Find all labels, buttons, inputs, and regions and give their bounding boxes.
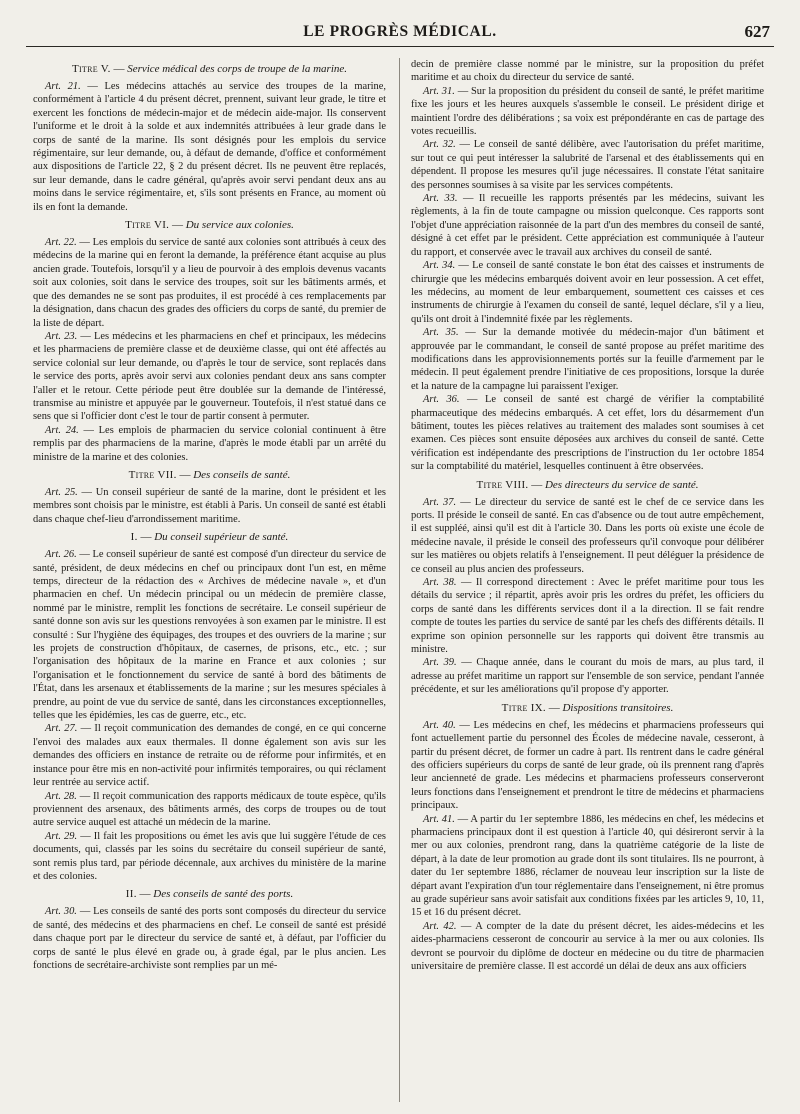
section-heading xyxy=(411,702,764,715)
article-text: — Il recueille les rapports présentés par les médecins, suivant les règlements, à la fin de toute campagne ou mission quelconque. Ces rapports sont l'objet d'une appréciation raisonnée de la part d'un des membres du conseil de santé, désigné à cet effet par le président. Cette appréciation est communiquée à l'auteur du rapport, et conservée avec le travail aux archives du conseil de santé. xyxy=(411,193,764,258)
article-number: Art. 24. xyxy=(45,424,79,436)
section-number: Titre VII. xyxy=(128,468,177,481)
page-number: 627 xyxy=(744,22,770,41)
article-number: Art. 35. xyxy=(423,327,459,339)
section-number: Titre VI. xyxy=(125,219,170,232)
heading-dash: — xyxy=(528,478,545,491)
heading-dash: — xyxy=(137,531,155,544)
article-text: — Les médecins attachés au service des troupes de la marine, conformément à l'article 4 du présent décret, prennent, suivant leur grade, le titre et exercent les fonctions de médecin-major et de médecin aide-major. Ils conservent l'uniforme et le droit à la solde et aux indemnités attribuées à leur grade dans le corps de santé de la marine. Ils sont désignés pour les emplois du service régimentaire, sur leur demande, ou, à défaut de demande, d'office et conformément aux dispositions de l'article 22, § 2 du présent décret. Ils ne peuvent être replacés, sur leur demande, dans le cadre général, qu'après avoir servi pendant deux ans au moins dans le service régimentaire, et, s'ils sont présents en France, au moment où ils en font la demande. xyxy=(33,81,386,213)
section-heading xyxy=(33,63,386,76)
article-number: Art. 37. xyxy=(423,496,457,508)
page-header xyxy=(26,22,774,47)
article-text: — Le conseil de santé délibère, avec l'autorisation du préfet maritime, sur tout ce qui peut intéresser la salubrité de l'arsenal et des établissements qui en dépendent. Il propose les mesures qu'il juge nécessaires. Il constate l'état sanitaire des personnes soumises à sa visite par les services compétents. xyxy=(411,139,764,191)
article-number: Art. 27. xyxy=(45,723,78,735)
article-paragraph xyxy=(33,790,386,830)
heading-dash: — xyxy=(169,219,186,232)
article-paragraph xyxy=(33,905,386,972)
article-text: — Les médecins en chef, les médecins et pharmaciens professeurs qui font actuellement partie du personnel des Écoles de médecine navale, cesseront, à partir du présent décret, de former un cadre à part. Ils rentrent dans le cadre général des officiers supérieurs du corps de santé de leur grade, où ils prennent rang d'après leur ancienneté de grade. Les médecins et pharmaciens professeurs conserveront leurs fonctions dans l'enseignement et prendront le titre de médecins et pharmaciens principaux. xyxy=(411,719,764,812)
article-text: — Il reçoit communication des rapports médicaux de toute espèce, qu'ils proviennent des arsenaux, des bâtiments armés, des corps de troupes ou de tout autre service auquel est attaché un médecin de la marine. xyxy=(33,790,386,829)
article-text: decin de première classe nommé par le ministre, sur la proposition du préfet maritime et au choix du directeur du service de santé. xyxy=(411,59,764,84)
article-text: — Le conseil supérieur de santé est composé d'un directeur du service de santé, président, de deux médecins en chef ou principaux dont l'un est, en même temps, directeur de la rédaction des « Archives de médecine navale », et d'un pharmacien en chef. Un médecin principal ou un médecin de première classe, nommé par le ministre, remplit les fonctions de secrétaire. Le conseil supérieur de santé donne son avis sur les questions renvoyées à son examen par le ministre. Il est consulté : Sur l'hygiène des équipages, des troupes et des ouvriers de la marine ; sur les projets de construction d'hôpitaux, de casernes, de prisons, etc., etc. ; sur l'organisation des hôpitaux de la marine en France et aux colonies ; sur l'organisation et le fonctionnement du service de santé à bord des bâtiments de l'État, dans les arsenaux et établissements de la marine ; sur les mesures spéciales à prendre, au point de vue du service de santé, dans les circonstances exceptionnelles, telles que les épidémies, les cas de guerre, etc., etc. xyxy=(33,549,386,722)
article-paragraph xyxy=(411,656,764,696)
section-title: Des directeurs du service de santé. xyxy=(544,478,699,491)
heading-dash: — xyxy=(545,701,563,714)
section-title: Service médical des corps de troupe de la marine. xyxy=(127,63,348,75)
article-text: — Le conseil de santé est chargé de vérifier la comptabilité pharmaceutique des médecins embarqués. A cet effet, lors du désarmement d'un bâtiment, toutes les pièces relatives au traitement des malades sont soumises à cet examen. Ces pièces sont ensuite déposées aux archives du conseil de santé. Cette vérification est indépendante des prescriptions de l'instruction du 1er octobre 1854 sur la comptabilité du matériel, lesquelles continuent à être observées. xyxy=(411,394,764,473)
article-text: — Il correspond directement : Avec le préfet maritime pour tous les détails du service ; il répartit, après avoir pris les ordres du préfet, les officiers du corps de santé dans les différents services dont il a la direction. Il se fait rendre compte de toutes les parties du service de santé par les chefs des différents détails. Il exprime son opinion personnelle sur les rapports qui doivent être transmis au ministre. xyxy=(411,577,764,656)
article-paragraph xyxy=(411,393,764,473)
section-title: Du service aux colonies. xyxy=(185,219,294,232)
section-title: Du conseil supérieur de santé. xyxy=(154,531,289,544)
section-number: Titre IX. xyxy=(501,701,546,714)
article-number: Art. 40. xyxy=(423,719,456,731)
right-column xyxy=(411,58,764,1102)
article-paragraph xyxy=(33,722,386,789)
section-heading xyxy=(33,219,386,232)
article-paragraph xyxy=(33,548,386,722)
running-title: LE PROGRÈS MÉDICAL. xyxy=(303,23,497,40)
section-number: II. xyxy=(125,888,137,901)
article-number: Art. 39. xyxy=(423,657,457,669)
article-text: — Les emplois de pharmacien du service colonial continuent à être remplis par des pharmaciens de la marine, d'après le mode établi par un arrêté du ministre de la marine et des colonies. xyxy=(33,424,386,463)
article-paragraph xyxy=(33,486,386,526)
article-text: — Chaque année, dans le courant du mois de mars, au plus tard, il adresse au préfet maritime un rapport sur l'ensemble de son service, pendant l'année précédente, et sur les améliorations qu'il propose d'y apporter. xyxy=(411,657,764,696)
article-text: — Les emplois du service de santé aux colonies sont attribués à ceux des médecins de la marine qui en feront la demande, la préférence étant acquise au plus ancien grade. Toutefois, lorsqu'il y a lieu de pourvoir à des emplois devenus vacants soit aux colonies, soit dans le service des troupes, soit sur les bâtiments armés, et que des demandes ne se sont pas produites, il est procédé à ces remplacements par la désignation, dans chacun des grades des officiers du corps de santé, du premier de la liste de départ. xyxy=(33,237,386,329)
article-paragraph xyxy=(411,576,764,656)
article-text: — Sur la demande motivée du médecin-major d'un bâtiment et approuvée par le commandant, le conseil de santé propose au préfet maritime des modifications dans les approvisionnements portés sur la feuille d'armement par le médecin. Il peut également prendre l'initiative de ces propositions, lorsque la durée et la nature de la campagne lui paraissent l'exiger. xyxy=(411,327,764,392)
article-number: Art. 25. xyxy=(45,486,78,498)
article-number: Art. 32. xyxy=(423,139,456,151)
article-number: Art. 33. xyxy=(423,193,458,205)
article-text: — A compter de la date du présent décret, les aides-médecins et les aides-pharmaciens cesseront de concourir au service à la mer ou aux colonies. Ils devront se pourvoir du diplôme de docteur en médecine ou du titre de pharmacien universitaire de première classe. Il est accordé un délai de deux ans aux officiers xyxy=(411,920,764,972)
article-paragraph xyxy=(411,138,764,192)
section-title: Des conseils de santé des ports. xyxy=(153,888,294,901)
article-number: Art. 41. xyxy=(423,813,455,825)
heading-dash: — xyxy=(176,468,194,481)
heading-dash: — xyxy=(110,63,128,75)
article-number: Art. 26. xyxy=(45,549,77,561)
section-heading xyxy=(33,531,386,544)
article-number: Art. 23. xyxy=(45,330,78,342)
article-number: Art. 36. xyxy=(423,394,460,406)
section-title: Dispositions transitoires. xyxy=(562,701,674,714)
article-text: — Le conseil de santé constate le bon état des caisses et instruments de chirurgie que les médecins embarqués doivent avoir en leur possession. A cet effet, les médecins, au moment de leur embarquement, soumettent ces caisses et ces instruments de chirurgie à l'examen du conseil de santé, lequel déclare, s'il y a lieu, qu'ils ont droit à l'indemnité fixée par les règlements. xyxy=(411,260,764,325)
section-number: I. xyxy=(130,531,138,544)
article-paragraph xyxy=(33,236,386,330)
heading-dash: — xyxy=(136,888,154,901)
section-heading xyxy=(411,479,764,492)
article-paragraph xyxy=(33,330,386,424)
article-number: Art. 42. xyxy=(423,920,457,932)
section-number: Titre V. xyxy=(71,63,111,75)
article-text: — Les médecins et les pharmaciens en chef et principaux, les médecins et les pharmaciens de première classe et de deuxième classe, qui ont été affectés au service colonial sur leur demande, ou d'après le tour de service, sont replacés dans le service des ports, après avoir servi aux colonies pendant deux ans sans compter l'aller et le retour. Cette période peut être doublée sur la demande de l'intéressé, transmise au ministre et appuyée par le gouverneur. Toutefois, il n'est statué dans ce sens que si l'officier dont c'est le tour de partir consent à permuter. xyxy=(33,330,386,423)
article-paragraph xyxy=(411,259,764,326)
section-heading xyxy=(33,888,386,901)
article-text: — Les conseils de santé des ports sont composés du directeur du service de santé, des médecins et des pharmaciens en chef. Le conseil de santé est présidé dans chaque port par le directeur du service de santé et, à défaut, par l'officier du corps de santé le plus élevé en grade ou, à grade égal, par le plus ancien. Les fonctions de secrétaire-archiviste sont remplies par un mé- xyxy=(33,906,386,971)
column-divider xyxy=(399,58,400,1102)
article-text: — Il reçoit communication des demandes de congé, en ce qui concerne l'envoi des malades aux eaux thermales. Il donne également son avis sur les demandes des officiers en instance de retraite ou de réforme pour infirmités, et en instance pour être mis en non-activité pour infirmités temporaires, ou qui réclament leur rentrée au service actif. xyxy=(33,723,386,789)
article-paragraph xyxy=(411,326,764,393)
article-number: Art. 29. xyxy=(45,830,78,842)
section-heading xyxy=(33,469,386,482)
article-paragraph xyxy=(411,813,764,920)
article-paragraph xyxy=(33,424,386,464)
section-number: Titre VIII. xyxy=(476,478,529,491)
article-text: — Un conseil supérieur de santé de la marine, dont le président et les membres sont choisis par le ministre, est établi à Paris. Un conseil de santé est établi dans chaque chef-lieu d'arrondissement maritime. xyxy=(33,486,386,525)
article-text: — Le directeur du service de santé est le chef de ce service dans les ports. Il préside le conseil de santé. En cas d'absence ou de tout autre empêchement, il est suppléé, ainsi qu'il est dit à l'article 30. Dans les ports où existe une école de médecine navale, il préside le conseil des professeurs qu'il convoque pour délibérer sur les matières ou objets relatifs à l'enseignement. Il peut déléguer la présidence de ce conseil au plus ancien des professeurs. xyxy=(411,496,764,575)
article-text: — A partir du 1er septembre 1886, les médecins en chef, les médecins et pharmaciens principaux dont il est question à l'article 40, qui désireront servir à la mer ou aux colonies, prendront rang, dans la quatrième catégorie de la liste de départ, à la date de leur promotion au grade dont ils sont titulaires. Ils ne pourront, à dater du 1er septembre 1886, réclamer de nouveau leur inscription sur la liste de départ avant l'expiration d'un tour réglementaire dans l'enseignement, ni être promus au grade supérieur sans avoir satisfait aux conditions fixées par les articles 9, 10, 11, 15 et 16 du présent décret. xyxy=(411,813,764,919)
section-title: Des conseils de santé. xyxy=(193,468,291,481)
article-number: Art. 21. xyxy=(45,81,81,92)
article-number: Art. 38. xyxy=(423,577,457,589)
article-number: Art. 34. xyxy=(423,260,456,272)
article-paragraph xyxy=(411,58,764,85)
article-paragraph xyxy=(411,719,764,813)
article-number: Art. 28. xyxy=(45,790,77,802)
article-number: Art. 31. xyxy=(423,85,455,97)
article-paragraph xyxy=(411,920,764,974)
article-paragraph xyxy=(411,85,764,139)
article-paragraph xyxy=(411,192,764,259)
article-number: Art. 22. xyxy=(45,237,77,249)
article-text: — Il fait les propositions ou émet les avis que lui suggère l'étude de ces documents, qui, classés par les soins du secrétaire du conseil supérieur de santé, sont remis plus tard, par période décennale, aux archives du ministère de la marine et des colonies. xyxy=(33,830,386,882)
left-column xyxy=(33,58,386,1102)
article-text: — Sur la proposition du président du conseil de santé, le préfet maritime fixe les jours et les heures auxquels s'assemble le conseil. Le président dirige et maintient l'ordre des délibérations ; sa voix est prépondérante en cas de partage des votes recueillis. xyxy=(411,85,764,138)
article-paragraph xyxy=(411,496,764,576)
article-number: Art. 30. xyxy=(45,906,77,918)
article-paragraph xyxy=(33,80,386,214)
article-paragraph xyxy=(33,830,386,884)
